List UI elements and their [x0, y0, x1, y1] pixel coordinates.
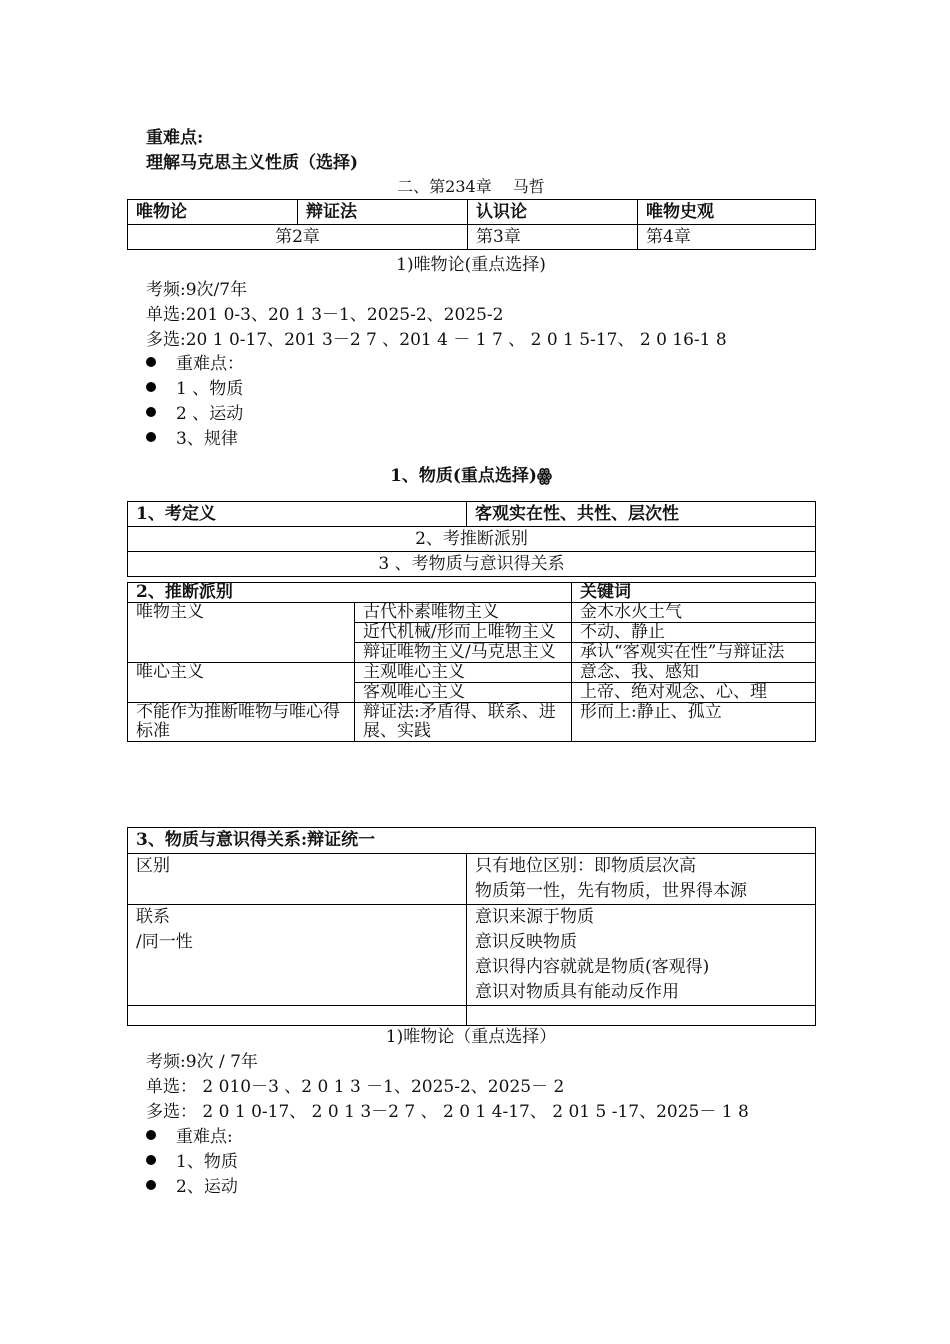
matter-title-text: 1、物质(重点选择): [390, 466, 537, 486]
connection-label-line: /同一性: [136, 932, 193, 952]
empty-cell: [128, 1006, 467, 1026]
block2-title: 1)唯物论（重点选择）: [385, 1027, 557, 1047]
block1-bullet-1: 重难点：: [176, 354, 244, 374]
school-name: 古代朴素唯物主义: [355, 603, 572, 623]
block2-multi-choice: 多选： 2 0 1 0-17、 2 0 1 3－2 7 、 2 0 1 4-17、 2 01 5 -17、2025－ 1 8: [146, 1102, 749, 1122]
block1-multi-choice: 多选:20 1 0-17、201 3－2 7 、201 4 － 1 7 、 2 0 1 5-17、 2 0 16-1 8: [146, 330, 727, 350]
connection-label-line: 联系: [136, 907, 170, 927]
cell-chapter-3: 第3章: [468, 225, 638, 250]
relation-row: 3 、考物质与意识得关系: [128, 552, 816, 577]
chapters-table: [127, 199, 816, 250]
non-criterion-label: 不能作为推断唯物与唯心得标准: [128, 703, 355, 742]
block2-bullet-1: 重难点:: [176, 1127, 233, 1147]
header-dialectics: 辩证法: [298, 200, 468, 225]
definition-value: 客观实在性、共性、层次性: [467, 502, 816, 527]
bullet-icon: [146, 357, 156, 367]
block1-bullet-3: 2 、运动: [176, 404, 244, 424]
block1-bullet-4: 3、规律: [176, 429, 238, 449]
cell-chapter-2: 第2章: [128, 225, 468, 250]
matter-title: [127, 466, 815, 486]
school-keywords: 承认“客观实在性”与辩证法: [572, 643, 816, 663]
dialectics-note: 辩证法:矛盾得、联系、进展、实践: [355, 703, 572, 742]
schools-header: 2、推断派别: [128, 583, 572, 603]
connection-line: 意识对物质具有能动反作用: [475, 982, 679, 1002]
school-keywords: 上帝、绝对观念、心、理: [572, 683, 816, 703]
block2-bullet-2: 1、物质: [176, 1152, 238, 1172]
connection-line: 意识来源于物质: [475, 907, 594, 927]
connection-content: [467, 905, 816, 1006]
school-keywords: 意念、我、感知: [572, 663, 816, 683]
bullet-icon: [146, 1180, 156, 1190]
heading-key-points: 重难点:: [146, 128, 204, 148]
block2-bullet-3: 2、运动: [176, 1177, 238, 1197]
school-keywords: 不动、静止: [572, 623, 816, 643]
difference-content: [467, 854, 816, 905]
block1-bullet-2: 1 、物质: [176, 379, 244, 399]
materialism-label: 唯物主义: [128, 603, 355, 663]
difference-line: 只有地位区别：即物质层次高: [475, 856, 696, 876]
connection-line: 意识得内容就就是物质(客观得): [475, 957, 710, 977]
metaphysics-note: 形而上:静止、孤立: [572, 703, 816, 742]
schools-table: [127, 582, 816, 742]
matter-table: [127, 501, 816, 577]
section-title: 二、第234章 马哲: [397, 177, 545, 196]
block1-frequency: 考频:9次/7年: [146, 280, 248, 300]
schools-row: 2、考推断派别: [128, 527, 816, 552]
header-epistemology: 认识论: [468, 200, 638, 225]
block1-title: 1)唯物论(重点选择): [396, 255, 546, 275]
bullet-icon: [146, 382, 156, 392]
header-materialism: 唯物论: [128, 200, 298, 225]
school-name: 近代机械/形而上唯物主义: [355, 623, 572, 643]
difference-label: 区别: [128, 854, 467, 905]
school-keywords: 金木水火土气: [572, 603, 816, 623]
idealism-label: 唯心主义: [128, 663, 355, 703]
block2-frequency: 考频:9次 / 7年: [146, 1052, 258, 1072]
cell-chapter-4: 第4章: [638, 225, 816, 250]
header-historical-materialism: 唯物史观: [638, 200, 816, 225]
school-name: 客观唯心主义: [355, 683, 572, 703]
block1-single-choice: 单选:201 0-3、20 1 3－1、2025-2、2025-2: [146, 305, 504, 325]
definition-label: 1、考定义: [128, 502, 467, 527]
difference-line: 物质第一性，先有物质，世界得本源: [475, 881, 747, 901]
block2-single-choice: 单选： 2 010－3 、2 0 1 3 －1、2025-2、2025－ 2: [146, 1077, 565, 1097]
connection-label: [128, 905, 467, 1006]
bullet-icon: [146, 1130, 156, 1140]
relation-title: 3、物质与意识得关系:辩证统一: [128, 828, 816, 854]
connection-line: 意识反映物质: [475, 932, 577, 952]
keywords-header: 关键词: [572, 583, 816, 603]
matter-consciousness-table: [127, 827, 816, 1026]
school-name: 辩证唯物主义/马克思主义: [355, 643, 572, 663]
heading-understand-marxism: 理解马克思主义性质（选择): [146, 153, 359, 173]
bullet-icon: [146, 432, 156, 442]
matter-mark: ꙮ: [536, 466, 552, 486]
empty-cell: [467, 1006, 816, 1026]
bullet-icon: [146, 1155, 156, 1165]
school-name: 主观唯心主义: [355, 663, 572, 683]
bullet-icon: [146, 407, 156, 417]
